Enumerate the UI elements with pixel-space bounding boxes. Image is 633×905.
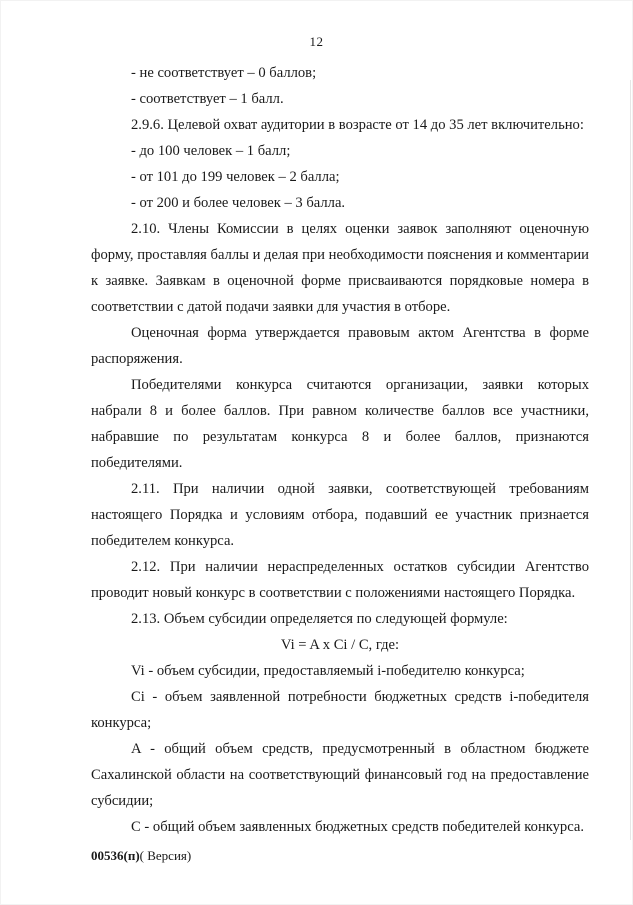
document-footer [91,847,191,865]
page-number: 12 [309,34,324,49]
document-code: 00536(п) [91,848,140,863]
document-body [91,60,589,840]
list-item: - не соответствует – 0 баллов; [131,65,317,81]
definition-ci: Ci - объем заявленной потребности бюджетных средств i-победителя конкурса; [91,689,589,731]
definition-vi: Vi - объем субсидии, предоставляемый i-победителю конкурса; [131,663,525,679]
scan-edge-line [630,80,631,840]
section-2-11: 2.11. При наличии одной заявки, соответствующей требованиям настоящего Порядка и условиям отбора, подавший ее участник признается победителем конкурса. [91,481,589,549]
definition-a: A - общий объем средств, предусмотренный в областном бюджете Сахалинской области на соответствующий финансовый год на предоставление субсидии; [91,741,589,809]
paragraph-winners: Победителями конкурса считаются организации, заявки которых набрали 8 и более баллов. При равном количестве баллов все участники, набравшие по результатам конкурса 8 и более баллов, признаются победителями. [91,377,589,471]
formula: Vi = A x Ci / C, где: [280,637,400,653]
section-2-13: 2.13. Объем субсидии определяется по следующей формуле: [131,611,508,627]
paragraph-evaluation-form: Оценочная форма утверждается правовым актом Агентства в форме распоряжения. [91,325,589,367]
list-item: - до 100 человек – 1 балл; [131,143,291,159]
section-2-10: 2.10. Члены Комиссии в целях оценки заявок заполняют оценочную форму, проставляя баллы и делая при необходимости пояснения и комментарии к заявке. Заявкам в оценочной форме присваиваются порядковые номера в соответствии с датой подачи заявки для участия в отборе. [91,221,589,315]
section-2-12: 2.12. При наличии нераспределенных остатков субсидии Агентство проводит новый конкурс в соответствии с положениями настоящего Порядка. [91,559,589,601]
list-item: - соответствует – 1 балл. [131,91,284,107]
document-version: ( Версия) [139,848,192,863]
definition-c: C - общий объем заявленных бюджетных средств победителей конкурса. [131,819,585,835]
section-2-9-6: 2.9.6. Целевой охват аудитории в возрасте от 14 до 35 лет включительно: [131,117,584,133]
list-item: - от 101 до 199 человек – 2 балла; [131,169,340,185]
list-item: - от 200 и более человек – 3 балла. [131,195,346,211]
